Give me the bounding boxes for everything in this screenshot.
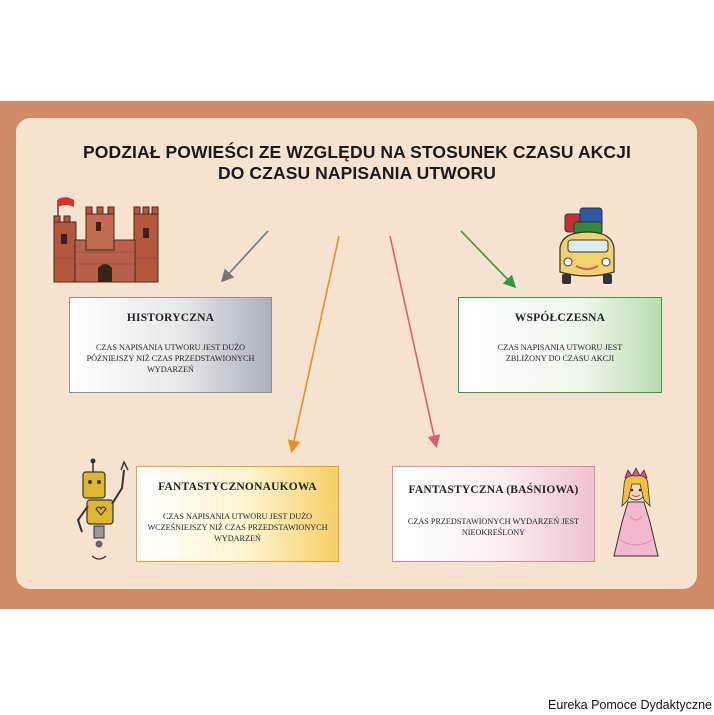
card-heading: FANTASTYCZNONAUKOWA — [158, 481, 317, 493]
card-wspolczesna — [458, 297, 662, 393]
card-description: CZAS NAPISANIA UTWORU JEST DUŻO WCZEŚNIEJSZY NIŻ CZAS PRZEDSTAWIONYCH WYDARZEŃ — [147, 512, 328, 543]
arrow-wspolczesna — [461, 231, 514, 286]
card-heading: FANTASTYCZNA (BAŚNIOWA) — [408, 484, 579, 496]
card-fantastyczna — [392, 466, 595, 562]
arrow-fantastycznonaukowa — [292, 236, 339, 450]
princess-icon — [614, 468, 658, 556]
card-heading: WSPÓŁCZESNA — [514, 312, 606, 324]
card-description: CZAS PRZEDSTAWIONYCH WYDARZEŃ JEST NIEOKREŚLONY — [407, 517, 580, 537]
title-line-1: PODZIAŁ POWIEŚCI ZE WZGLĘDU NA STOSUNEK CZASU AKCJI — [83, 142, 631, 162]
card-fantastycznonaukowa — [136, 466, 339, 562]
title-line-2: DO CZASU NAPISANIA UTWORU — [218, 163, 496, 183]
card-heading: HISTORYCZNA — [126, 312, 215, 324]
robot-icon — [78, 459, 128, 560]
arrow-historyczna — [223, 231, 268, 280]
card-description: CZAS NAPISANIA UTWORU JEST DUŻO PÓŹNIEJSZY NIŻ CZAS PRZEDSTAWIONYCH WYDARZEŃ — [86, 343, 255, 374]
card-description: CZAS NAPISANIA UTWORU JEST ZBLIŻONY DO CZASU AKCJI — [497, 343, 623, 363]
castle-icon — [54, 197, 158, 282]
arrow-fantastyczna — [390, 236, 436, 445]
car-with-luggage-icon — [560, 208, 614, 284]
credit-text: Eureka Pomoce Dydaktyczne — [548, 698, 712, 712]
card-historyczna — [69, 297, 272, 393]
